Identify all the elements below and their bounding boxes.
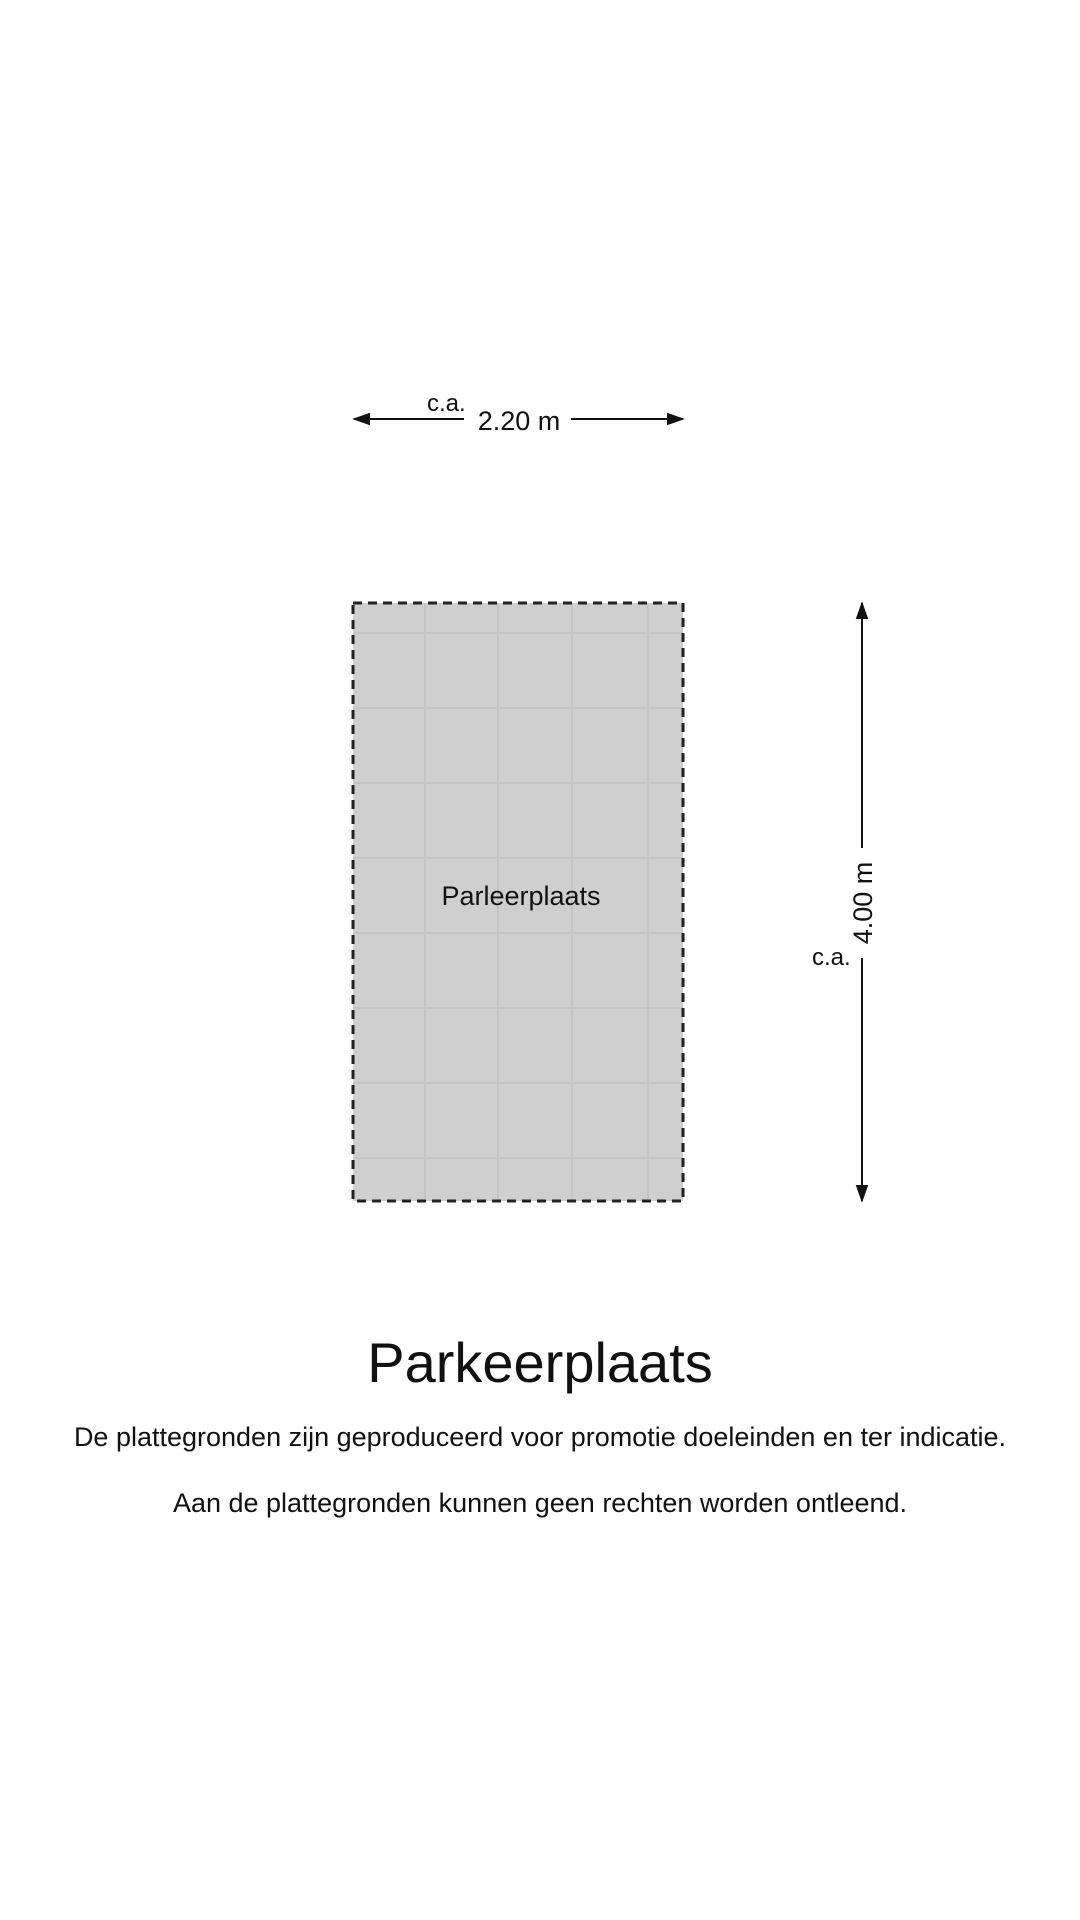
page-title: Parkeerplaats bbox=[367, 1331, 713, 1394]
width-value: 2.20 m bbox=[477, 406, 561, 436]
length-dimension bbox=[812, 603, 878, 1201]
length-value: 4.00 m bbox=[848, 861, 878, 945]
width-dimension bbox=[354, 390, 683, 436]
room-parking-space bbox=[353, 603, 683, 1201]
width-prefix: c.a. bbox=[427, 390, 466, 417]
room-label: Parleerplaats bbox=[441, 881, 601, 911]
disclaimer-line-2: Aan de plattegronden kunnen geen rechten worden ontleend. bbox=[172, 1488, 908, 1518]
length-prefix: c.a. bbox=[812, 944, 851, 971]
disclaimer-line-1: De plattegronden zijn geproduceerd voor promotie doeleinden en ter indicatie. bbox=[73, 1422, 1007, 1452]
